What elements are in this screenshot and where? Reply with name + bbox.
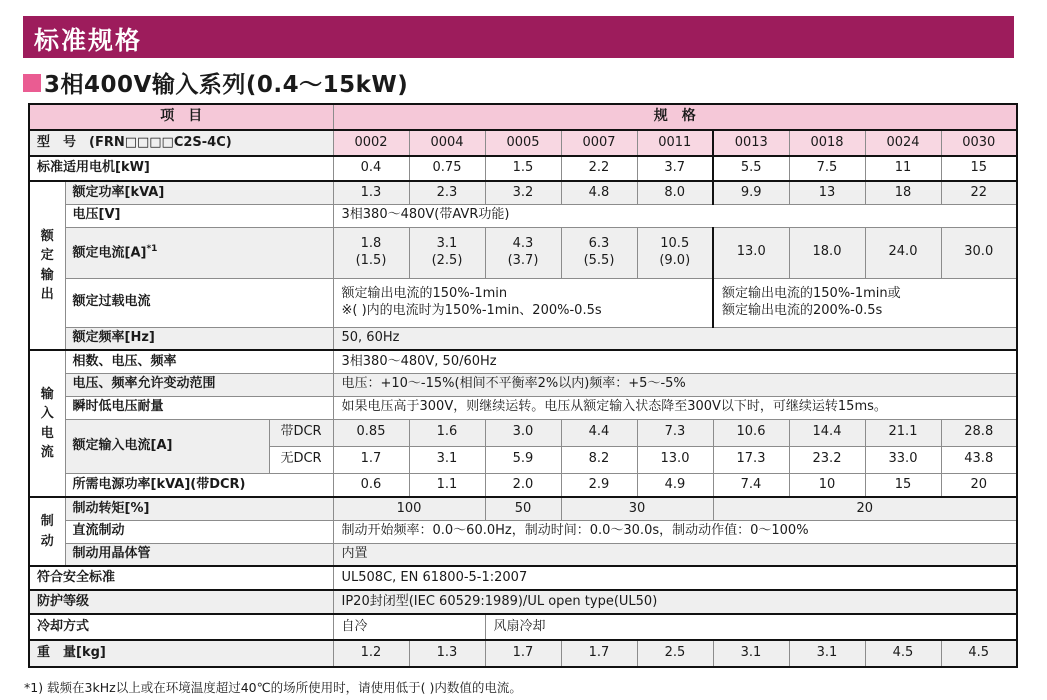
braking-torque-label: 制动转矩[%]	[65, 497, 333, 520]
footnote-marker: *1	[146, 243, 158, 254]
value-cell: 1.1	[409, 473, 485, 497]
required-power-label: 所需电源功率[kVA](带DCR)	[65, 473, 333, 497]
value-cell: 3.7	[637, 156, 713, 181]
value-cell: 15	[865, 473, 941, 497]
model-value: 0018	[789, 130, 865, 156]
row-rated-power	[29, 181, 1017, 204]
value-cell: 18.0	[789, 227, 865, 278]
voltage-label: 电压[V]	[65, 204, 333, 227]
protection-label: 防护等级	[29, 590, 333, 614]
rated-current-label	[65, 227, 333, 278]
value-cell: 30	[561, 497, 713, 520]
value-cell: 3.1	[789, 640, 865, 667]
row-motor	[29, 156, 1017, 181]
value-cell: 21.1	[865, 419, 941, 446]
row-required-power	[29, 473, 1017, 497]
value-cell: 24.0	[865, 227, 941, 278]
row-rated-freq	[29, 327, 1017, 350]
value-cell: 1.8 (1.5)	[333, 227, 409, 278]
value-cell: 22	[941, 181, 1017, 204]
group-input-current: 输入电流	[29, 350, 65, 497]
spec-table	[28, 103, 1018, 668]
value-cell: 17.3	[713, 446, 789, 473]
safety-standard-label: 符合安全标准	[29, 566, 333, 590]
value-cell: 0.75	[409, 156, 485, 181]
dc-braking-label: 直流制动	[65, 520, 333, 543]
phases-value: 3相380～480V, 50/60Hz	[333, 350, 1017, 373]
cooling-fan-cell: 风扇冷却	[485, 614, 1017, 640]
header-spec: 规 格	[333, 104, 1017, 130]
value-cell: 13	[789, 181, 865, 204]
model-value: 0011	[637, 130, 713, 156]
weight-label: 重 量[kg]	[29, 640, 333, 667]
series-title: 3相400V输入系列(0.4～15kW)	[44, 72, 409, 98]
value-cell: 0.4	[333, 156, 409, 181]
value-cell: 20	[713, 497, 1017, 520]
row-safety-standard	[29, 566, 1017, 590]
header-item: 项 目	[29, 104, 333, 130]
value-cell: 13.0	[713, 227, 789, 278]
value-cell: 0.6	[333, 473, 409, 497]
cooling-natural-cell: 自冷	[333, 614, 485, 640]
value-cell: 2.9	[561, 473, 637, 497]
value-cell: 15	[941, 156, 1017, 181]
rated-current-label-text: 额定电流[A]	[72, 245, 147, 261]
voltage-dip-label: 瞬时低电压耐量	[65, 396, 333, 419]
braking-transistor-label: 制动用晶体管	[65, 543, 333, 566]
overload-right-cell: 额定输出电流的150%-1min或 额定输出电流的200%-0.5s	[713, 278, 1017, 327]
value-cell: 1.2	[333, 640, 409, 667]
value-cell: 14.4	[789, 419, 865, 446]
value-cell: 1.7	[485, 640, 561, 667]
pink-square-bullet-icon	[23, 74, 41, 92]
value-cell: 3.2	[485, 181, 561, 204]
value-cell: 100	[333, 497, 485, 520]
series-heading	[23, 66, 408, 99]
value-cell: 2.3	[409, 181, 485, 204]
model-value: 0030	[941, 130, 1017, 156]
rated-freq-label: 额定频率[Hz]	[65, 327, 333, 350]
row-cooling	[29, 614, 1017, 640]
overload-left-cell: 额定输出电流的150%-1min ※( )内的电流时为150%-1min、200%-0.5s	[333, 278, 713, 327]
value-cell: 0.85	[333, 419, 409, 446]
overload-label: 额定过载电流	[65, 278, 333, 327]
spec-table-wrapper	[28, 103, 1018, 668]
row-braking-transistor	[29, 543, 1017, 566]
value-cell: 6.3 (5.5)	[561, 227, 637, 278]
value-cell: 7.3	[637, 419, 713, 446]
phases-label: 相数、电压、频率	[65, 350, 333, 373]
input-current-label: 额定输入电流[A]	[65, 419, 269, 473]
value-cell: 4.8	[561, 181, 637, 204]
value-cell: 1.3	[409, 640, 485, 667]
value-cell: 9.9	[713, 181, 789, 204]
value-cell: 23.2	[789, 446, 865, 473]
cooling-label: 冷却方式	[29, 614, 333, 640]
row-model	[29, 130, 1017, 156]
value-cell: 3.0	[485, 419, 561, 446]
page-title: 标准规格	[34, 26, 143, 55]
row-protection	[29, 590, 1017, 614]
value-cell: 1.6	[409, 419, 485, 446]
value-cell: 4.9	[637, 473, 713, 497]
value-cell: 4.5	[941, 640, 1017, 667]
rated-freq-value: 50, 60Hz	[333, 327, 1017, 350]
voltage-value: 3相380～480V(带AVR功能)	[333, 204, 1017, 227]
safety-standard-value: UL508C, EN 61800-5-1:2007	[333, 566, 1017, 590]
value-cell: 30.0	[941, 227, 1017, 278]
model-value: 0007	[561, 130, 637, 156]
fluctuation-label: 电压、频率允许变动范围	[65, 373, 333, 396]
value-cell: 33.0	[865, 446, 941, 473]
rated-power-label: 额定功率[kVA]	[65, 181, 333, 204]
value-cell: 8.2	[561, 446, 637, 473]
value-cell: 1.7	[333, 446, 409, 473]
value-cell: 2.5	[637, 640, 713, 667]
protection-value: IP20封闭型(IEC 60529:1989)/UL open type(UL50)	[333, 590, 1017, 614]
value-cell: 3.1 (2.5)	[409, 227, 485, 278]
row-dc-braking	[29, 520, 1017, 543]
model-value: 0004	[409, 130, 485, 156]
row-fluctuation	[29, 373, 1017, 396]
value-cell: 10.6	[713, 419, 789, 446]
value-cell: 1.5	[485, 156, 561, 181]
footnote: *1) 载频在3kHz以上或在环境温度超过40℃的场所使用时，请使用低于( )内数值的电流。	[24, 680, 522, 695]
braking-transistor-value: 内置	[333, 543, 1017, 566]
row-column-header	[29, 104, 1017, 130]
row-weight	[29, 640, 1017, 667]
value-cell: 5.5	[713, 156, 789, 181]
value-cell: 4.4	[561, 419, 637, 446]
row-braking-torque	[29, 497, 1017, 520]
model-value: 0024	[865, 130, 941, 156]
value-cell: 4.5	[865, 640, 941, 667]
value-cell: 8.0	[637, 181, 713, 204]
value-cell: 18	[865, 181, 941, 204]
row-voltage-dip	[29, 396, 1017, 419]
model-value: 0002	[333, 130, 409, 156]
section-banner	[23, 16, 1014, 58]
value-cell: 7.4	[713, 473, 789, 497]
value-cell: 10.5 (9.0)	[637, 227, 713, 278]
model-value: 0005	[485, 130, 561, 156]
row-rated-current	[29, 227, 1017, 278]
value-cell: 3.1	[409, 446, 485, 473]
row-input-current-with-dcr	[29, 419, 1017, 446]
value-cell: 2.0	[485, 473, 561, 497]
without-dcr-label: 无DCR	[269, 446, 333, 473]
value-cell: 28.8	[941, 419, 1017, 446]
value-cell: 20	[941, 473, 1017, 497]
value-cell: 1.3	[333, 181, 409, 204]
value-cell: 3.1	[713, 640, 789, 667]
value-cell: 1.7	[561, 640, 637, 667]
model-label: 型 号 (FRN□□□□C2S-4C)	[29, 130, 333, 156]
value-cell: 2.2	[561, 156, 637, 181]
row-voltage	[29, 204, 1017, 227]
value-cell: 7.5	[789, 156, 865, 181]
group-braking: 制动	[29, 497, 65, 566]
dc-braking-value: 制动开始频率：0.0～60.0Hz，制动时间：0.0～30.0s，制动动作值：0～100%	[333, 520, 1017, 543]
value-cell: 50	[485, 497, 561, 520]
with-dcr-label: 带DCR	[269, 419, 333, 446]
motor-label: 标准适用电机[kW]	[29, 156, 333, 181]
value-cell: 13.0	[637, 446, 713, 473]
value-cell: 5.9	[485, 446, 561, 473]
value-cell: 11	[865, 156, 941, 181]
fluctuation-value: 电压：+10～-15%(相间不平衡率2%以内)频率：+5～-5%	[333, 373, 1017, 396]
row-phases	[29, 350, 1017, 373]
group-rated-output: 额定输出	[29, 181, 65, 350]
model-value: 0013	[713, 130, 789, 156]
value-cell: 10	[789, 473, 865, 497]
voltage-dip-value: 如果电压高于300V，则继续运转。电压从额定输入状态降至300V以下时，可继续运转15ms。	[333, 396, 1017, 419]
value-cell: 43.8	[941, 446, 1017, 473]
value-cell: 4.3 (3.7)	[485, 227, 561, 278]
row-overload	[29, 278, 1017, 327]
